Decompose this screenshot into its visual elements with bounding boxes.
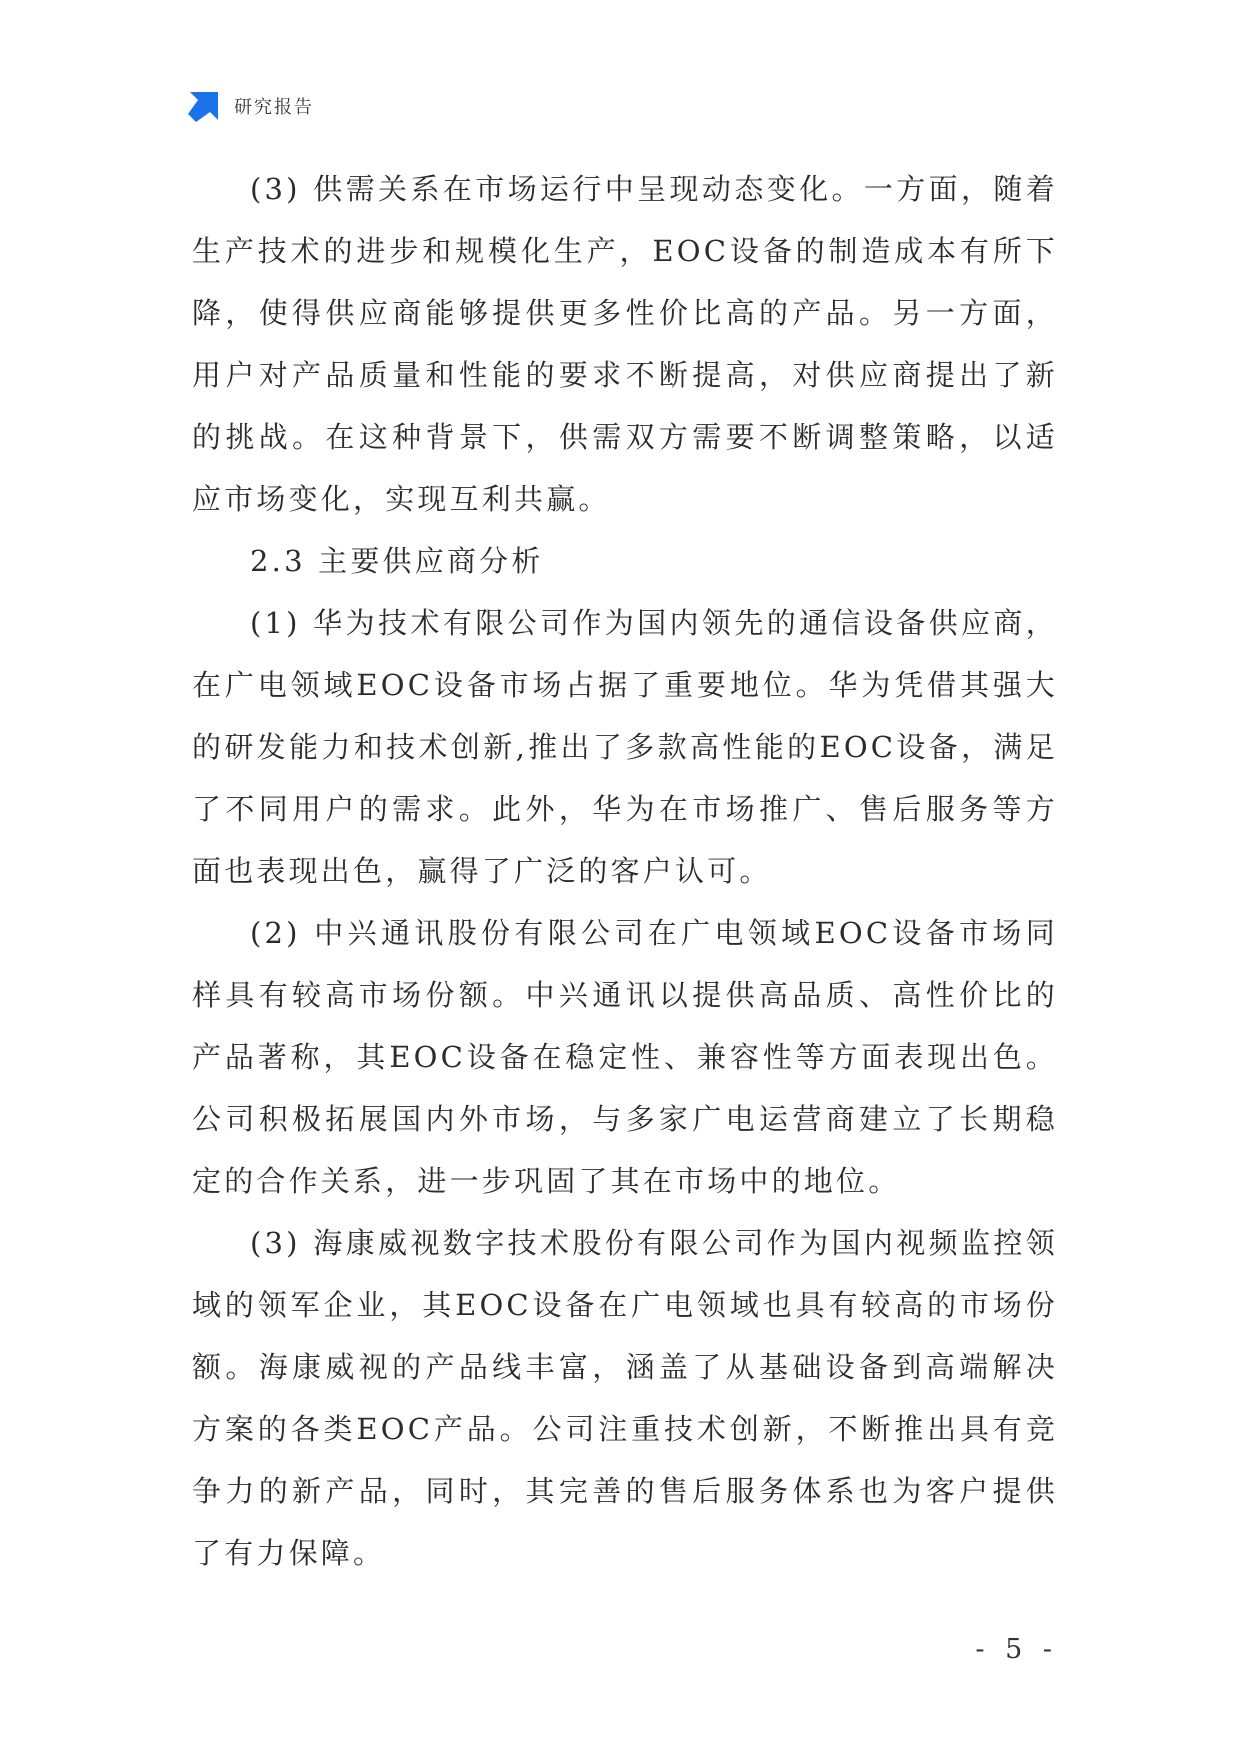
document-header: [188, 90, 314, 122]
section-heading: 2.3 主要供应商分析: [250, 544, 544, 578]
page-number: - 5 -: [975, 1634, 1058, 1665]
arrow-up-right-icon: [188, 90, 220, 122]
paragraph-supply-demand: (3) 供需关系在市场运行中呈现动态变化。一方面，随着生产技术的进步和规模化生产，EOC设备的制造成本有所下降，使得供应商能够提供更多性价比高的产品。另一方面，用户对产品质量和性能的要求不断提高，对供应商提出了新的挑战。在这种背景下，供需双方需要不断调整策略，以适应市场变化，实现互利共赢。: [192, 172, 1058, 516]
header-title: 研究报告: [234, 97, 314, 118]
paragraph-zte: (2) 中兴通讯股份有限公司在广电领域EOC设备市场同样具有较高市场份额。中兴通讯以提供高品质、高性价比的产品著称，其EOC设备在稳定性、兼容性等方面表现出色。公司积极拓展国内外市场，与多家广电运营商建立了长期稳定的合作关系，进一步巩固了其在市场中的地位。: [192, 916, 1058, 1198]
paragraph-hikvision: (3) 海康威视数字技术股份有限公司作为国内视频监控领域的领军企业，其EOC设备在广电领域也具有较高的市场份额。海康威视的产品线丰富，涵盖了从基础设备到高端解决方案的各类EOC产品。公司注重技术创新，不断推出具有竞争力的新产品，同时，其完善的售后服务体系也为客户提供了有力保障。: [192, 1226, 1058, 1570]
document-body: [192, 158, 1058, 1584]
paragraph-huawei: (1) 华为技术有限公司作为国内领先的通信设备供应商，在广电领域EOC设备市场占据了重要地位。华为凭借其强大的研发能力和技术创新,推出了多款高性能的EOC设备，满足了不同用户的需求。此外，华为在市场推广、售后服务等方面也表现出色，赢得了广泛的客户认可。: [192, 606, 1058, 888]
